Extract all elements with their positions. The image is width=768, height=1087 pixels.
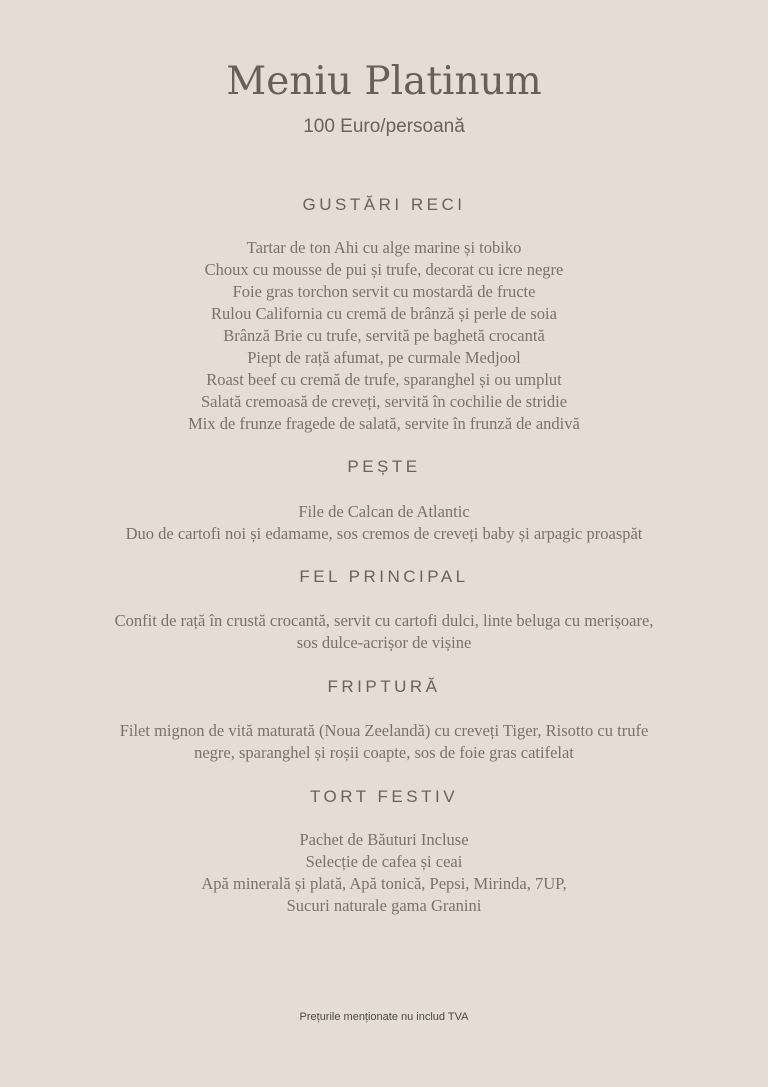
menu-item: Roast beef cu cremă de trufe, sparanghel și ou umplut [206, 370, 562, 389]
menu-item: Foie gras torchon servit cu mostardă de fructe [232, 282, 536, 301]
menu-item: Brânză Brie cu trufe, servită pe baghetă crocantă [223, 326, 545, 345]
section-items-gustari-reci [40, 237, 728, 435]
menu-item: Confit de rață în crustă crocantă, servit cu cartofi dulci, linte beluga cu merișoare, [114, 611, 654, 630]
menu-item: Pachet de Băuturi Incluse [299, 830, 469, 849]
menu-title: Meniu Platinum [226, 59, 542, 104]
section-heading-fel-principal: FEL PRINCIPAL [299, 567, 469, 586]
menu-item: Tartar de ton Ahi cu alge marine și tobiko [246, 238, 522, 257]
section-items-friptura [40, 720, 728, 764]
menu-price: 100 Euro/persoană [303, 116, 465, 137]
menu-item: Sucuri naturale gama Granini [286, 896, 482, 915]
section-items-fel-principal [40, 610, 728, 654]
menu-item: Piept de rață afumat, pe curmale Medjool [247, 348, 521, 367]
menu-item: Choux cu mousse de pui și trufe, decorat cu icre negre [204, 260, 564, 279]
menu-item: Mix de frunze fragede de salată, servite în frunză de andivă [188, 414, 580, 433]
menu-item: Filet mignon de vită maturată (Noua Zeelandă) cu creveți Tiger, Risotto cu trufe [119, 721, 649, 740]
vat-note: Prețurile menționate nu includ TVA [299, 1011, 469, 1023]
menu-item: sos dulce-acrișor de vișine [296, 633, 472, 652]
menu-item: Apă minerală și plată, Apă tonică, Pepsi, Mirinda, 7UP, [201, 874, 567, 893]
section-heading-peste: PEȘTE [347, 457, 421, 476]
menu-item: Salată cremoasă de creveți, servită în cochilie de stridie [200, 392, 568, 411]
section-heading-friptura: FRIPTURĂ [327, 677, 441, 696]
section-heading-gustari-reci: GUSTĂRI RECI [302, 195, 466, 214]
menu-item: Selecție de cafea și ceai [305, 852, 463, 871]
menu-item: File de Calcan de Atlantic [298, 502, 470, 521]
section-items-tort-festiv [40, 829, 728, 917]
menu-item: negre, sparanghel și roșii coapte, sos de foie gras catifelat [194, 743, 574, 762]
section-items-peste [40, 501, 728, 545]
menu-item: Duo de cartofi noi și edamame, sos cremos de creveți baby și arpagic proaspăt [125, 524, 643, 543]
section-heading-tort-festiv: TORT FESTIV [309, 787, 459, 806]
menu-item: Rulou California cu cremă de brânză și perle de soia [211, 304, 557, 323]
